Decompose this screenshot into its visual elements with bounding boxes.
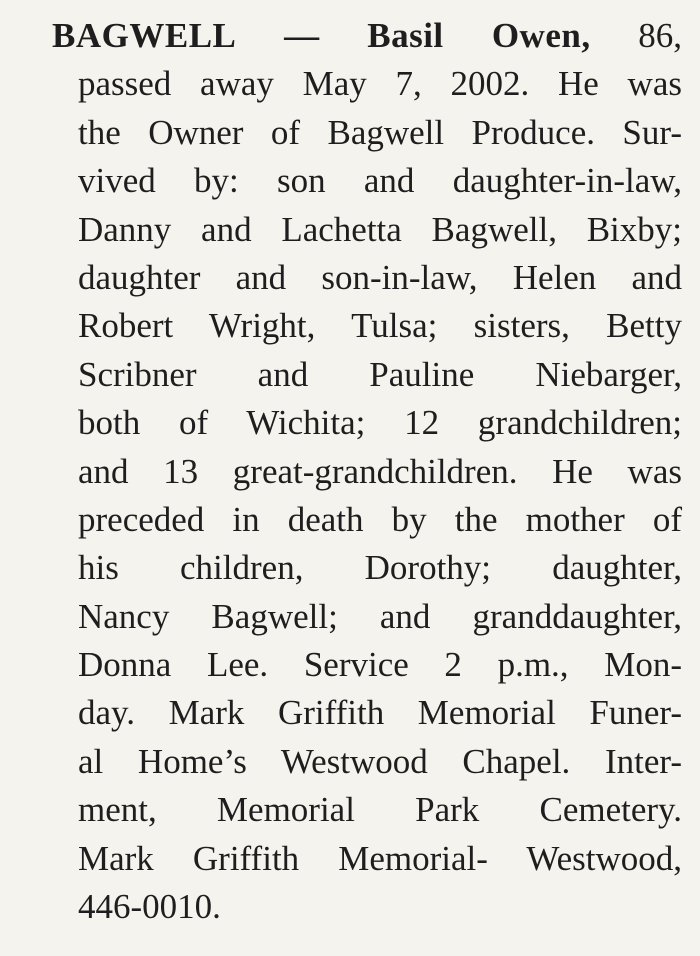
text-line: Nancy Bagwell; and granddaughter,: [78, 596, 682, 636]
obituary-age: 86,: [638, 16, 682, 55]
text-line: Scribner and Pauline Niebarger,: [78, 354, 682, 394]
text-line: preceded in death by the mother of: [78, 499, 682, 539]
text-line: daughter and son-in-law, Helen and: [78, 257, 682, 297]
obituary-given-names: Basil Owen,: [367, 16, 591, 55]
text-line: al Home’s Westwood Chapel. Inter-: [78, 741, 682, 781]
text-line: Mark Griffith Memorial- Westwood,: [78, 838, 682, 878]
text-line: Robert Wright, Tulsa; sisters, Betty: [78, 306, 682, 346]
text-line: day. Mark Griffith Memorial Funer-: [78, 693, 682, 733]
text-line: Danny and Lachetta Bagwell, Bixby;: [78, 209, 682, 249]
text-line: vived by: son and daughter-in-law,: [78, 161, 682, 201]
text-line: and 13 great-grandchildren. He was: [78, 451, 682, 491]
text-line: his children, Dorothy; daughter,: [78, 548, 682, 588]
text-line: passed away May 7, 2002. He was: [78, 64, 682, 104]
text-line: both of Wichita; 12 grandchildren;: [78, 403, 682, 443]
text-line: Donna Lee. Service 2 p.m., Mon-: [78, 645, 682, 685]
obituary-text: [52, 12, 682, 931]
obituary-surname: BAGWELL: [52, 16, 237, 55]
heading-dash: —: [284, 16, 320, 55]
text-line-last: 446-0010.: [78, 887, 221, 927]
obituary-heading-line: [52, 12, 682, 60]
text-line: ment, Memorial Park Cemetery.: [78, 790, 682, 830]
text-line: the Owner of Bagwell Produce. Sur-: [78, 112, 682, 152]
